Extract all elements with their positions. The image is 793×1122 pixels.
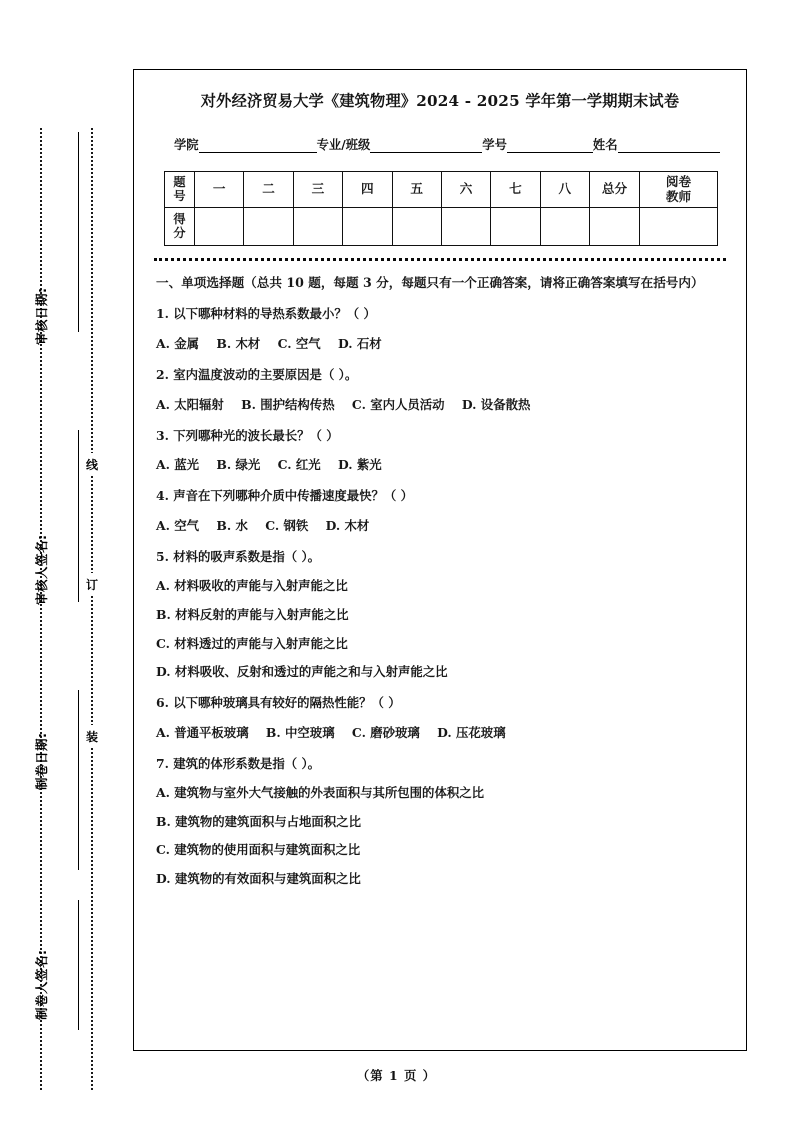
reviewer-signature-text: 审核人签名: xyxy=(34,534,49,605)
exam-body xyxy=(156,272,724,890)
question-2-option-b[interactable]: B. 围护结构传热 xyxy=(241,396,335,412)
page-footer: （第 1 页 ） xyxy=(356,1068,437,1083)
question-7 xyxy=(156,754,724,774)
student-id-input-blank[interactable] xyxy=(507,139,593,153)
score-table xyxy=(164,171,718,246)
question-1-option-d[interactable]: D. 石材 xyxy=(337,336,382,352)
question-5-option-b[interactable]: B. 材料反射的声能与入射声能之比 xyxy=(156,606,349,622)
question-6-text: 以下哪种玻璃具有较好的隔热性能？（ ） xyxy=(173,695,401,711)
question-4-option-d[interactable]: D. 木材 xyxy=(325,518,370,534)
question-1-number: 1. xyxy=(156,306,169,322)
question-3-option-b[interactable]: B. 绿光 xyxy=(216,457,261,473)
score-table-col-4: 四 xyxy=(343,171,392,207)
question-2-number: 2. xyxy=(156,366,169,382)
question-5-number: 5. xyxy=(156,549,169,564)
question-3-options xyxy=(156,455,724,475)
question-4-options xyxy=(156,516,724,536)
question-3-option-a[interactable]: A. 蓝光 xyxy=(156,457,200,473)
question-1-option-b[interactable]: B. 木材 xyxy=(216,336,261,352)
score-cell-6[interactable] xyxy=(441,207,490,245)
score-cell-3[interactable] xyxy=(293,207,342,245)
major-class-label: 专业/班级 xyxy=(316,136,371,152)
table-row-score xyxy=(165,207,718,245)
score-table-col-total: 总分 xyxy=(590,171,640,207)
question-5-option-a[interactable]: A. 材料吸收的声能与入射声能之比 xyxy=(156,577,348,593)
fold-mark-xian: 线 xyxy=(84,453,100,476)
fold-mark-ding: 订 xyxy=(84,573,100,596)
question-6-number: 6. xyxy=(156,695,169,711)
question-5-option-d[interactable]: D. 材料吸收、反射和透过的声能之和与入射声能之比 xyxy=(156,664,448,680)
question-4 xyxy=(156,486,724,506)
student-identity-line xyxy=(174,135,720,153)
question-2-text: 室内温度波动的主要原因是（ ）。 xyxy=(173,366,358,382)
question-1-option-a[interactable]: A. 金属 xyxy=(156,336,200,352)
score-cell-4[interactable] xyxy=(343,207,392,245)
question-6-option-b[interactable]: B. 中空玻璃 xyxy=(265,725,335,741)
question-7-option-d[interactable]: D. 建筑物的有效面积与建筑面积之比 xyxy=(156,871,361,887)
question-2-option-c[interactable]: C. 室内人员活动 xyxy=(351,396,445,412)
question-4-option-b[interactable]: B. 水 xyxy=(216,518,248,534)
college-input-blank[interactable] xyxy=(199,139,317,153)
score-cell-2[interactable] xyxy=(244,207,293,245)
question-7-option-c[interactable]: C. 建筑物的使用面积与建筑面积之比 xyxy=(156,842,361,858)
question-1-option-c[interactable]: C. 空气 xyxy=(277,336,321,352)
question-3 xyxy=(156,426,724,446)
binding-dotted-line-outer xyxy=(40,128,42,1090)
student-name-input-blank[interactable] xyxy=(618,139,720,153)
score-table-stub-question-number: 题 号 xyxy=(165,171,195,207)
question-6 xyxy=(156,693,724,713)
binding-dotted-line-inner xyxy=(91,128,93,1090)
score-cell-8[interactable] xyxy=(540,207,589,245)
question-6-option-d[interactable]: D. 压花玻璃 xyxy=(437,725,506,741)
paper-date-text: 制卷日期: xyxy=(34,732,49,790)
question-6-option-a[interactable]: A. 普通平板玻璃 xyxy=(156,725,249,741)
score-table-col-grader: 阅卷 教师 xyxy=(640,171,718,207)
question-7-number: 7. xyxy=(156,755,169,771)
section-divider xyxy=(154,258,726,261)
signature-rule-3 xyxy=(78,690,79,870)
question-1-options xyxy=(156,334,724,354)
score-table-col-7: 七 xyxy=(491,171,540,207)
question-6-options xyxy=(156,723,724,743)
signature-rule-1 xyxy=(78,132,79,332)
question-4-number: 4. xyxy=(156,488,169,504)
question-1-text: 以下哪种材料的导热系数最小？（ ） xyxy=(173,306,376,322)
score-table-col-5: 五 xyxy=(392,171,441,207)
question-7-option-b[interactable]: B. 建筑物的建筑面积与占地面积之比 xyxy=(156,813,361,829)
score-cell-5[interactable] xyxy=(392,207,441,245)
question-4-text: 声音在下列哪种介质中传播速度最快？（ ） xyxy=(173,488,414,504)
question-2-option-a[interactable]: A. 太阳辐射 xyxy=(156,396,224,412)
table-row-header xyxy=(165,171,718,207)
student-name-label: 姓名 xyxy=(592,136,618,152)
question-6-option-c[interactable]: C. 磨砂玻璃 xyxy=(351,725,420,741)
paper-maker-signature-text: 制卷人签名: xyxy=(34,949,49,1020)
question-3-text: 下列哪种光的波长最长？（ ） xyxy=(173,427,339,443)
score-table-stub-score: 得 分 xyxy=(165,207,195,245)
question-3-option-c[interactable]: C. 红光 xyxy=(277,457,321,473)
question-7-option-a[interactable]: A. 建筑物与室外大气接触的外表面积与其所包围的体积之比 xyxy=(156,784,485,800)
question-4-option-a[interactable]: A. 空气 xyxy=(156,518,200,534)
section-one-heading: 一、单项选择题（总共 10 题，每题 3 分，每题只有一个正确答案，请将正确答案填写在括号内） xyxy=(156,274,704,290)
score-cell-1[interactable] xyxy=(195,207,244,245)
score-cell-7[interactable] xyxy=(491,207,540,245)
score-cell-total[interactable] xyxy=(590,207,640,245)
question-4-option-c[interactable]: C. 钢铁 xyxy=(265,518,309,534)
signature-rule-4 xyxy=(78,900,79,1030)
score-table-col-1: 一 xyxy=(195,171,244,207)
question-2-option-d[interactable]: D. 设备散热 xyxy=(461,396,531,412)
question-5-text: 材料的吸声系数是指（ ）。 xyxy=(173,549,321,564)
question-1 xyxy=(156,304,724,324)
score-table-col-3: 三 xyxy=(293,171,342,207)
college-label: 学院 xyxy=(174,136,199,152)
question-2 xyxy=(156,365,724,385)
major-class-input-blank[interactable] xyxy=(370,139,482,153)
question-3-option-d[interactable]: D. 紫光 xyxy=(337,457,382,473)
student-id-label: 学号 xyxy=(482,136,507,152)
question-7-text: 建筑的体形系数是指（ ）。 xyxy=(173,755,321,771)
score-table-col-8: 八 xyxy=(540,171,589,207)
signature-rule-2 xyxy=(78,430,79,602)
question-3-number: 3. xyxy=(156,427,169,443)
review-date-text: 审核日期: xyxy=(34,287,49,345)
fold-mark-zhuang: 装 xyxy=(84,725,100,748)
question-5-option-c[interactable]: C. 材料透过的声能与入射声能之比 xyxy=(156,635,348,651)
exam-content-box xyxy=(133,69,747,1051)
question-5 xyxy=(156,547,724,567)
question-2-options xyxy=(156,395,724,415)
score-table-col-6: 六 xyxy=(441,171,490,207)
score-table-col-2: 二 xyxy=(244,171,293,207)
page-title: 对外经济贸易大学《建筑物理》2024 - 2025 学年第一学期期末试卷 xyxy=(200,92,680,110)
score-cell-grader[interactable] xyxy=(640,207,718,245)
